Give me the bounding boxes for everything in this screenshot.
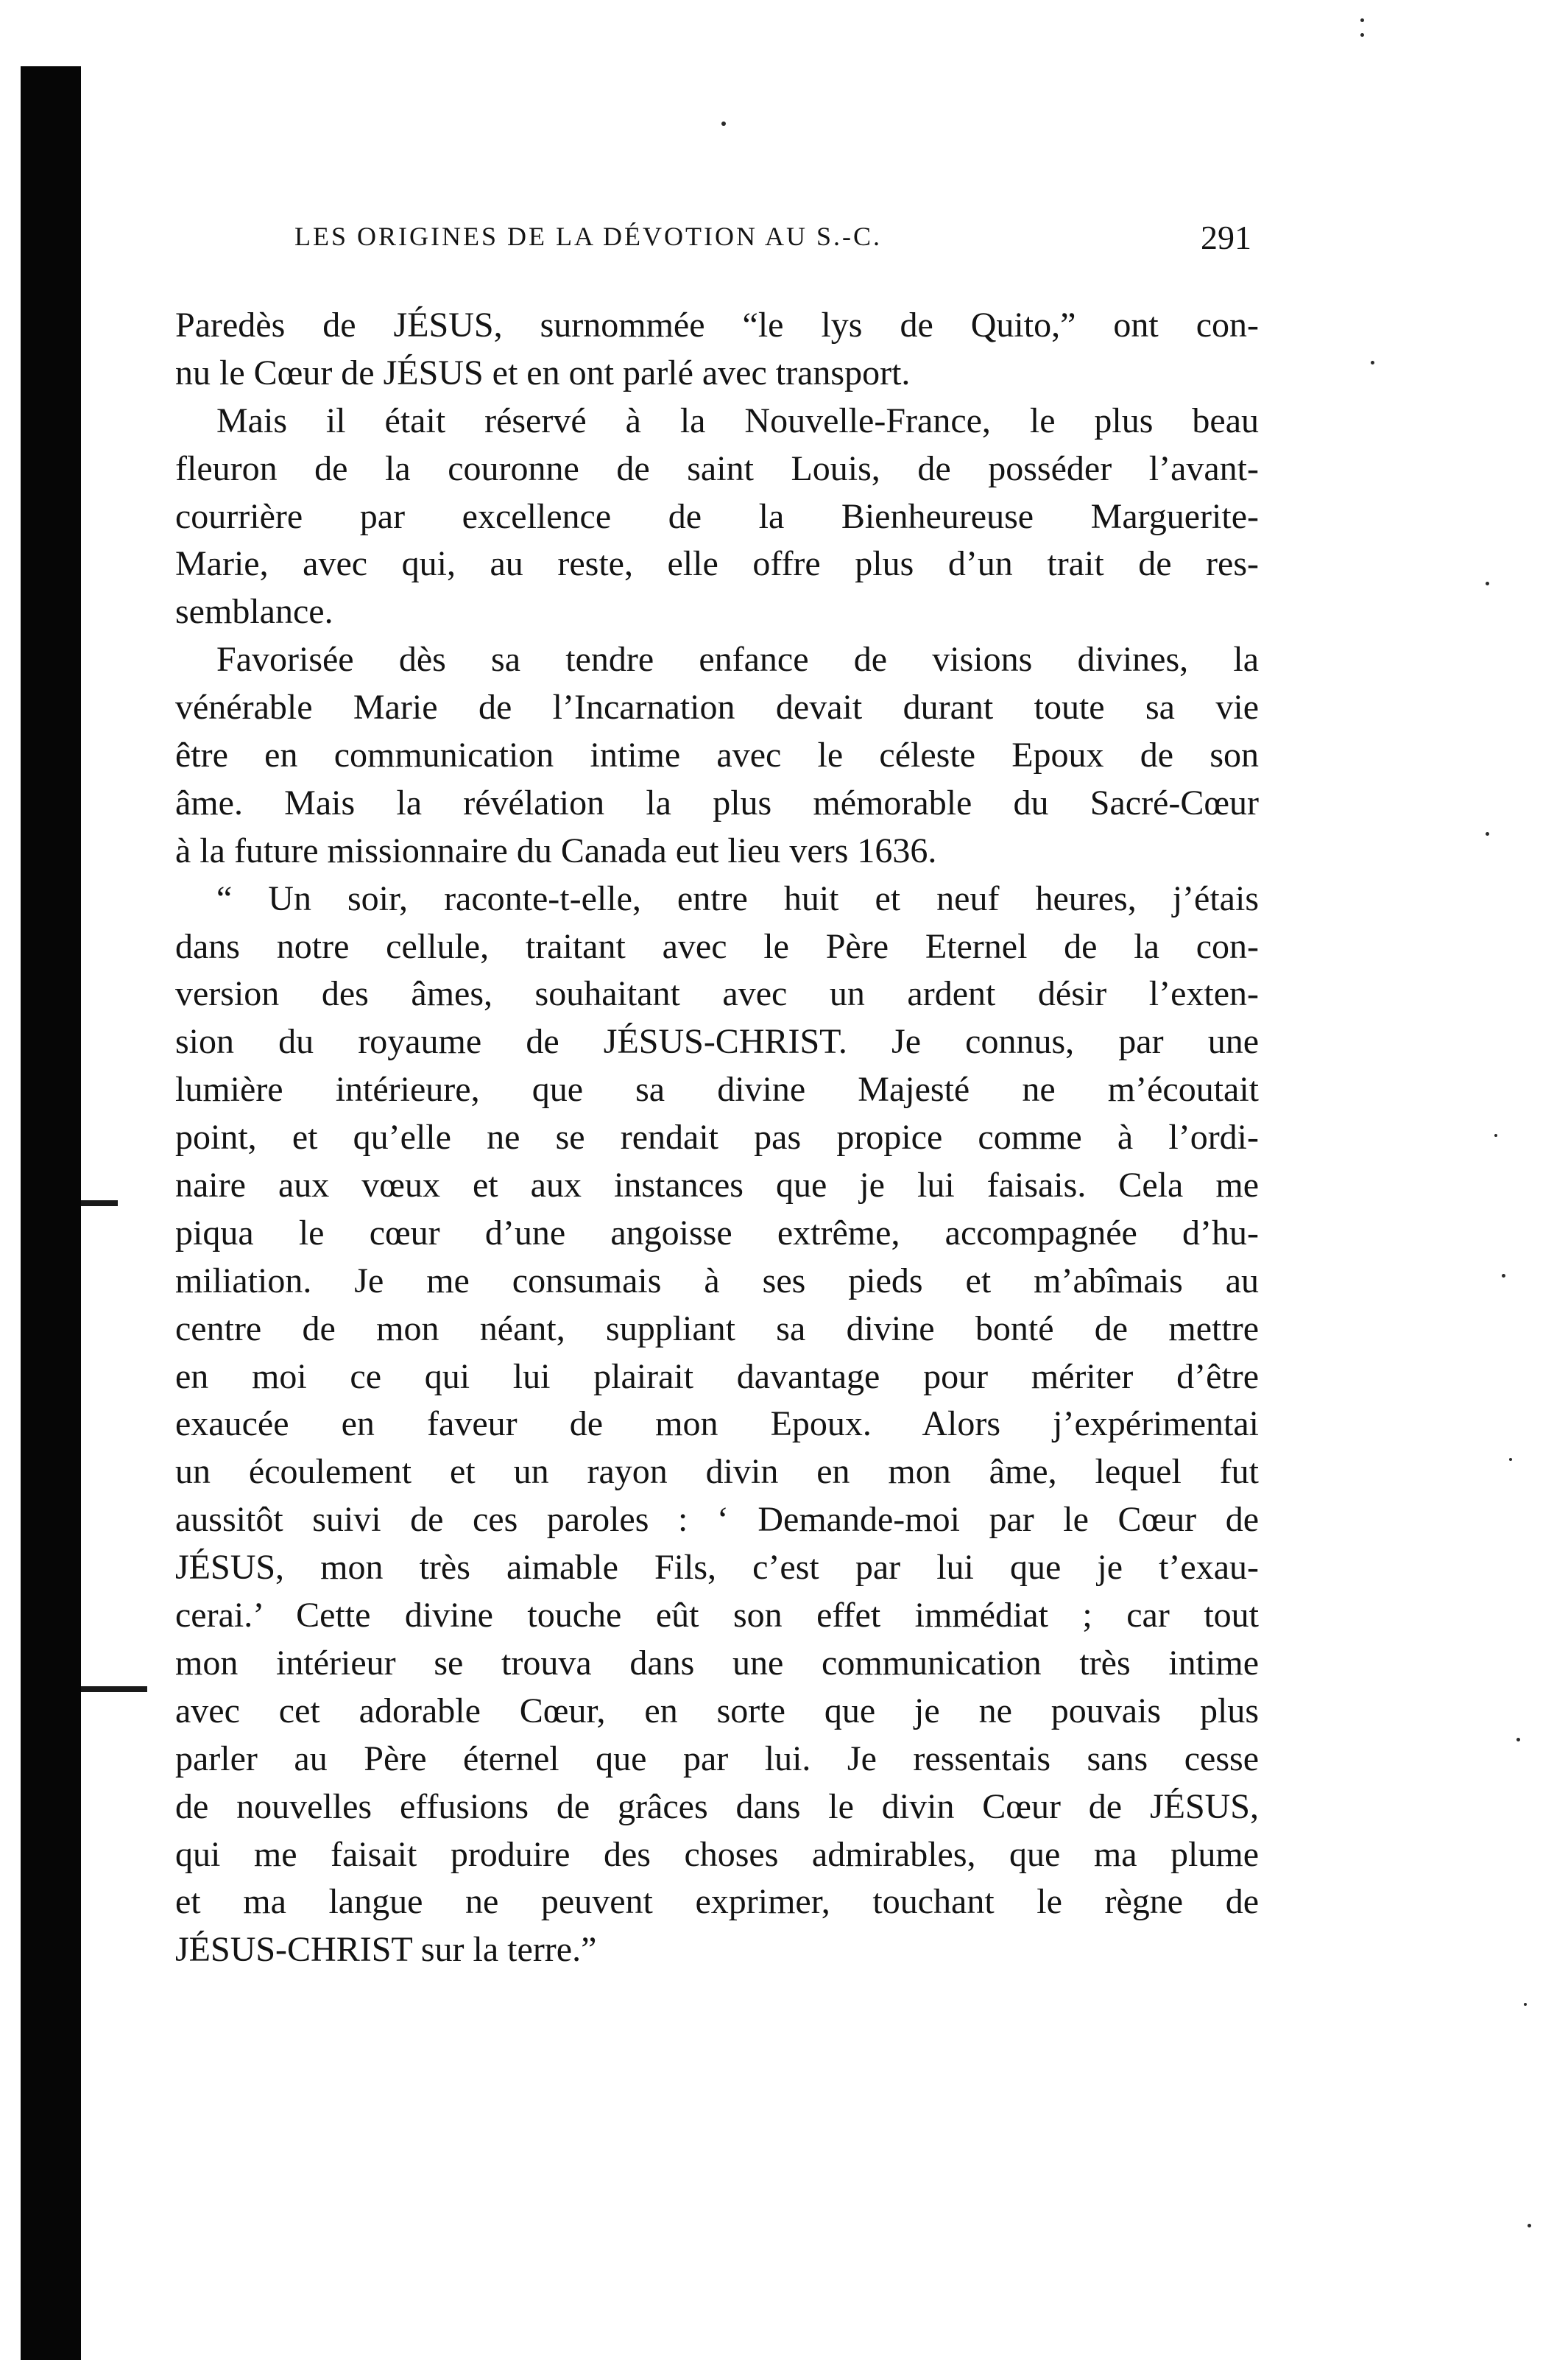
- scan-speck: [1371, 361, 1374, 364]
- text-line: point, et qu’elle ne se rendait pas propice comme à l’ordi-: [175, 1118, 1259, 1158]
- text-line: parler au Père éternel que par lui. Je ressentais sans cesse: [175, 1739, 1259, 1778]
- text-line: semblance.: [175, 592, 333, 632]
- text-line: centre de mon néant, suppliant sa divine bonté de mettre: [175, 1308, 1259, 1348]
- text-line: exaucée en faveur de mon Epoux. Alors j’expérimentai: [175, 1404, 1259, 1444]
- scan-speck: [1524, 2003, 1527, 2006]
- text-line: un écoulement et un rayon divin en mon âme, lequel fut: [175, 1452, 1259, 1492]
- text-line: dans notre cellule, traitant avec le Père Eternel de la con-: [175, 926, 1259, 966]
- text-line: miliation. Je me consumais à ses pieds et m’abîmais au: [175, 1261, 1259, 1300]
- binding-mark: [81, 1686, 147, 1692]
- text-line: Mais il était réservé à la Nouvelle-France, le plus beau: [216, 401, 1259, 440]
- text-line: courrière par excellence de la Bienheureuse Marguerite-: [175, 496, 1259, 536]
- text-line: Marie, avec qui, au reste, elle offre plus d’un trait de res-: [175, 544, 1259, 584]
- body-text: [175, 302, 1259, 1974]
- scan-speck: [1509, 1458, 1512, 1461]
- scan-speck: [1494, 1134, 1497, 1137]
- page-binding-edge: [21, 66, 81, 2360]
- text-line: Favorisée dès sa tendre enfance de visions divines, la: [216, 640, 1259, 680]
- text-line: mon intérieur se trouva dans une communication très intime: [175, 1643, 1259, 1683]
- page-number: 291: [1201, 219, 1251, 256]
- text-line: de nouvelles effusions de grâces dans le divin Cœur de JÉSUS,: [175, 1786, 1259, 1826]
- text-line: et ma langue ne peuvent exprimer, touchant le règne de: [175, 1882, 1259, 1922]
- text-line: à la future missionnaire du Canada eut lieu vers 1636.: [175, 831, 937, 870]
- text-line: “ Un soir, raconte-t-elle, entre huit et neuf heures, j’étais: [216, 878, 1259, 918]
- running-title: LES ORIGINES DE LA DÉVOTION AU S.-C.: [294, 222, 882, 251]
- scan-speck: [1486, 582, 1489, 585]
- text-line: qui me faisait produire des choses admirables, que ma plume: [175, 1834, 1259, 1874]
- text-line: piqua le cœur d’une angoisse extrême, accompagnée d’hu-: [175, 1213, 1259, 1253]
- text-line: en moi ce qui lui plairait davantage pour mériter d’être: [175, 1356, 1259, 1396]
- text-line: JÉSUS, mon très aimable Fils, c’est par lui que je t’exau-: [175, 1548, 1259, 1588]
- scan-speck: [1516, 1738, 1520, 1741]
- text-line: âme. Mais la révélation la plus mémorable du Sacré-Cœur: [175, 783, 1259, 823]
- scan-speck: [1360, 33, 1364, 37]
- scan-speck: [1528, 2224, 1531, 2227]
- text-line: vénérable Marie de l’Incarnation devait durant toute sa vie: [175, 688, 1259, 728]
- scan-speck: [1360, 18, 1364, 22]
- text-line: version des âmes, souhaitant avec un ardent désir l’exten-: [175, 974, 1259, 1014]
- text-line: JÉSUS-CHRIST sur la terre.”: [175, 1930, 597, 1970]
- text-line: sion du royaume de JÉSUS-CHRIST. Je connus, par une: [175, 1022, 1259, 1062]
- text-line: être en communication intime avec le céleste Epoux de son: [175, 736, 1259, 775]
- scan-speck: [1502, 1274, 1505, 1278]
- text-line: lumière intérieure, que sa divine Majesté ne m’écoutait: [175, 1070, 1259, 1110]
- text-line: nu le Cœur de JÉSUS et en ont parlé avec transport.: [175, 353, 911, 392]
- scan-speck: [1486, 832, 1489, 836]
- text-line: Paredès de JÉSUS, surnommée “le lys de Quito,” ont con-: [175, 306, 1259, 345]
- text-line: cerai.’ Cette divine touche eût son effet immédiat ; car tout: [175, 1596, 1259, 1635]
- text-line: fleuron de la couronne de saint Louis, de posséder l’avant-: [175, 448, 1259, 488]
- scan-speck: [721, 121, 726, 126]
- text-line: aussitôt suivi de ces paroles : ‘ Demande-moi par le Cœur de: [175, 1500, 1259, 1540]
- text-line: naire aux vœux et aux instances que je lui faisais. Cela me: [175, 1166, 1259, 1205]
- text-line: avec cet adorable Cœur, en sorte que je ne pouvais plus: [175, 1691, 1259, 1730]
- running-head: [294, 221, 1266, 272]
- binding-mark: [81, 1200, 118, 1206]
